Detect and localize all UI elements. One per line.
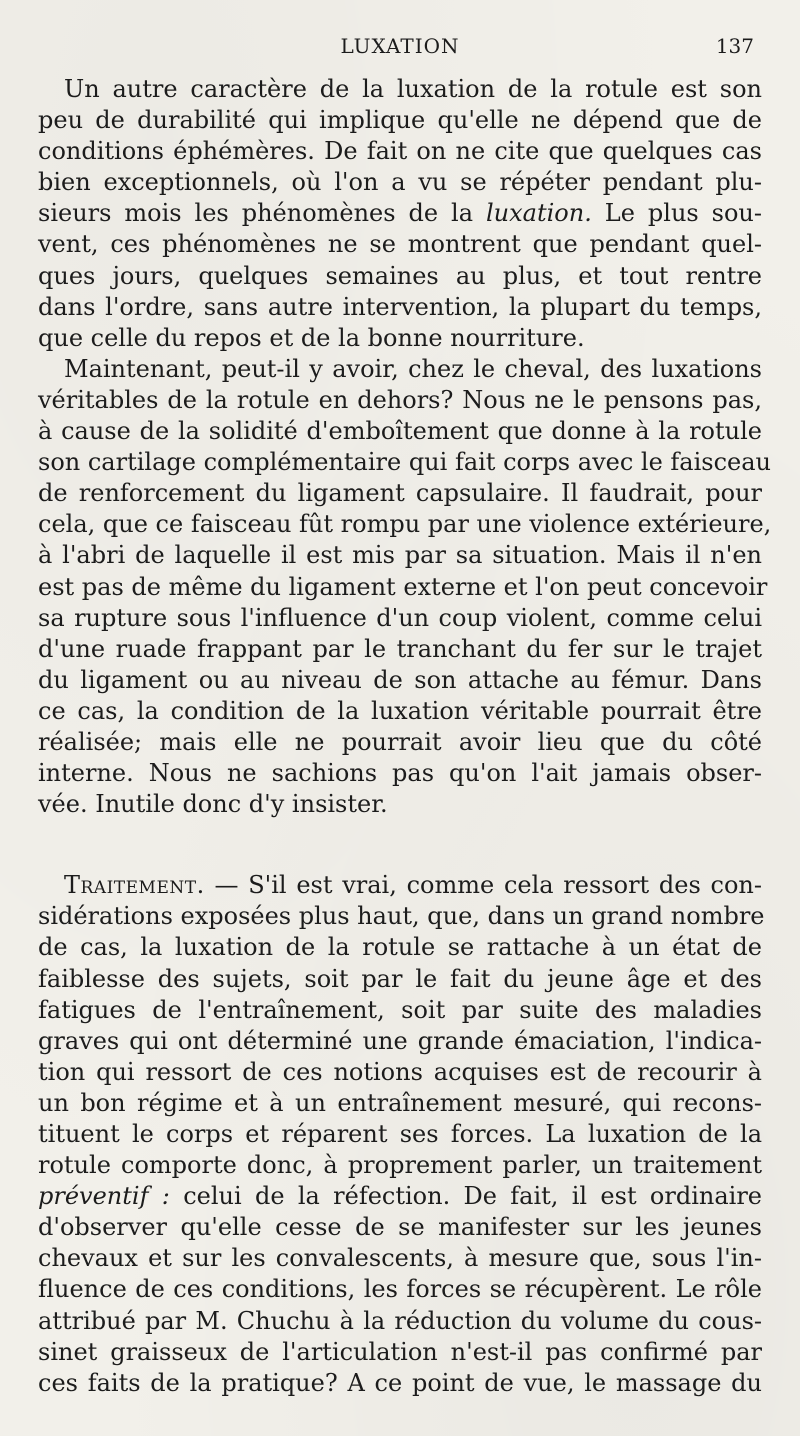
text-line: que celle du repos et de la bonne nourriture. [38,323,585,352]
text-line: à cause de la solidité d'emboîtement que donne à la rotule [38,417,762,446]
section-heading: Traitement. [64,871,205,900]
text-line: véritables de la rotule en dehors? Nous ne le pensons pas, [38,385,762,414]
text-line: vée. Inutile donc d'y insister. [38,790,388,819]
text-line: à l'abri de laquelle il est mis par sa situation. Mais il n'en [38,541,762,570]
text-line: interne. Nous ne sachions pas qu'on l'ait jamais obser- [38,759,762,788]
text-line: tion qui ressort de ces notions acquises est de recourir à [38,1057,762,1086]
text-line: fatigues de l'entraînement, soit par suite des maladies [38,995,762,1024]
text-line: est pas de même du ligament externe et l'on peut concevoir [38,572,768,601]
text-segment: celui de la réfection. De fait, il est ordinaire [169,1182,762,1211]
text-line: tituent le corps et réparent ses forces. La luxation de la [38,1120,762,1148]
paragraph-luxation-durability [38,74,762,354]
running-title: LUXATION [340,34,460,58]
text-line: sidérations exposées plus haut, que, dans un grand nombre [38,902,765,931]
text-line: dans l'ordre, sans autre intervention, la plupart du temps, [38,292,762,321]
text-line: peu de durabilité qui implique qu'elle ne dépend que de [38,106,762,135]
text-line [38,198,762,229]
text-line: attribué par M. Chuchu à la réduction du volume du cous- [38,1306,762,1335]
text-line: rotule comporte donc, à proprement parler, un traitement [38,1151,762,1180]
text-line: d'observer qu'elle cesse de se manifester sur les jeunes [38,1213,762,1242]
text-line: bien exceptionnels, où l'on a vu se répéter pendant plu- [38,168,762,197]
text-line: graves qui ont déterminé une grande émaciation, l'indica- [38,1026,762,1055]
text-line: sinet graisseux de l'articulation n'est-il pas confirmé par [38,1337,762,1366]
section-spacer [38,820,762,870]
text-line [38,870,762,901]
text-line: de cas, la luxation de la rotule se rattache à un état de [38,933,762,962]
text-line: ce cas, la condition de la luxation véritable pourrait être [38,696,762,725]
text-line: Un autre caractère de la luxation de la rotule est son [64,75,762,103]
text-line: conditions éphémères. De fait on ne cite que quelques cas [38,137,762,166]
text-line: du ligament ou au niveau de son attache au fémur. Dans [38,665,762,694]
paragraph-treatment [38,870,765,1399]
paragraph-true-luxations [38,354,772,820]
text-line: ques jours, quelques semaines au plus, et tout rentre [38,261,762,290]
text-line: fluence de ces conditions, les forces se récupèrent. Le rôle [38,1275,762,1304]
text-line: sa rupture sous l'influence d'un coup violent, comme celui [38,603,762,632]
text-line: chevaux et sur les convalescents, à mesure que, sous l'in- [38,1244,762,1273]
text-segment: — S'il est vrai, comme cela ressort des con- [204,871,762,900]
text-segment: Le plus sou- [591,199,762,228]
italic-term: luxation. [486,199,592,228]
text-line: vent, ces phénomènes ne se montrent que pendant quel- [38,230,762,259]
text-line: ces faits de la pratique? A ce point de vue, le massage du [38,1368,762,1397]
text-line: cela, que ce faisceau fût rompu par une violence extérieure, [38,510,772,539]
text-line: son cartilage complémentaire qui fait corps avec le faisceau [38,448,771,477]
page-number: 137 [715,34,754,58]
text-line: faiblesse des sujets, soit par le fait du jeune âge et des [38,964,762,993]
running-head [38,34,762,74]
text-segment: sieurs mois les phénomènes de la [38,199,486,228]
text-line: d'une ruade frappant par le tranchant du fer sur le trajet [38,634,762,663]
text-line: réalisée; mais elle ne pourrait avoir lieu que du côté [38,727,762,756]
text-line: Maintenant, peut-il y avoir, chez le cheval, des luxations [64,354,762,383]
text-line: de renforcement du ligament capsulaire. Il faudrait, pour [38,479,762,508]
italic-term: préventif : [38,1182,170,1211]
text-line [38,1181,762,1212]
text-line: un bon régime et à un entraînement mesuré, qui recons- [38,1088,762,1117]
